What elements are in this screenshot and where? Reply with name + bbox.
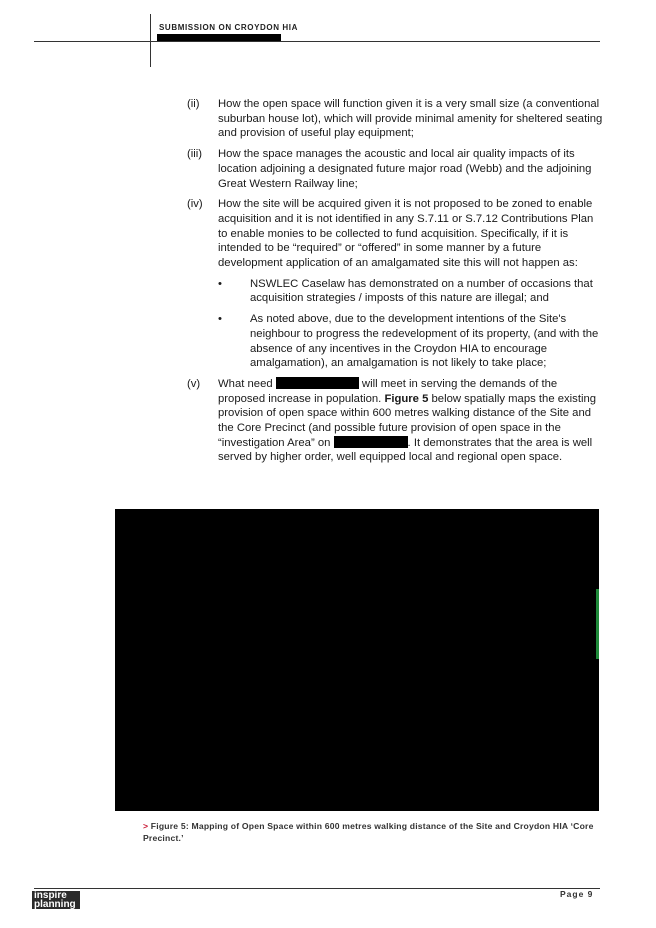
page-number: Page 9 <box>560 889 594 899</box>
list-item <box>187 377 605 465</box>
item-text: How the space manages the acoustic and local air quality impacts of its location adjoining a designated future major road (Webb) and the adjoining Great Western Railway line; <box>218 148 592 190</box>
list-item <box>187 97 605 141</box>
item-number: (ii) <box>187 98 200 110</box>
bullet-item <box>218 277 605 306</box>
item-text: How the site will be acquired given it is not proposed to be zoned to enable acquisition and it is not identified in any S.7.11 or S.7.12 Contributions Plan to enable monies to be collected to fund acquisition. Specifically, if it is intended to be “required” or “offered” in some manner by a future development application of an amalgamated site this will not happen as: <box>218 198 594 270</box>
item-text: How the open space will function given it is a very small size (a conventional suburban house lot), which will provide minimal amenity for sheltered seating and provision of useful play equipment; <box>218 98 603 140</box>
redaction-block <box>276 377 359 389</box>
inspire-planning-logo <box>32 891 80 909</box>
bullet-text: NSWLEC Caselaw has demonstrated on a number of occasions that acquisition strategies / imposts of this nature are illegal; and <box>250 277 593 305</box>
logo-line-1: inspire <box>34 891 67 901</box>
figure-5-map-redacted <box>115 509 599 811</box>
figure-caption <box>143 821 613 844</box>
logo-line-2: planning <box>34 899 76 909</box>
header-bar <box>157 34 281 41</box>
header-horizontal-rule <box>34 41 600 42</box>
figure-reference: Figure 5 <box>384 392 429 405</box>
item-number: (iii) <box>187 148 203 161</box>
bullet-item <box>218 312 605 371</box>
caption-text: Figure 5: Mapping of Open Space within 600 metres walking distance of the Site and Croydon HIA ‘Core Precinct.’ <box>143 821 594 843</box>
caption-arrow: > <box>143 821 149 831</box>
list-item <box>187 147 605 191</box>
bullet-symbol: • <box>218 313 222 326</box>
item-number: (v) <box>187 377 201 390</box>
header-title: SUBMISSION ON CROYDON HIA <box>159 23 299 32</box>
list-item <box>187 197 605 371</box>
bullet-symbol: • <box>218 277 222 290</box>
item-text-part: below spatially maps the existing provision of open space within 600 metres walking distance of the Site and the Core Precinct (and possible future provision of open space in the “investigation Area” on <box>218 392 597 449</box>
numbered-list <box>187 97 605 471</box>
item-text-part: . It demonstrates that the area is well served by higher order, well equipped local and regional open space. <box>218 436 593 464</box>
bullet-list <box>218 277 605 371</box>
bullet-text: As noted above, due to the development intentions of the Site's neighbour to progress the redevelopment of its property, (and with the absence of any incentives in the Croydon HIA to encourage amalgamation), an amalgamation is not likely to take place; <box>250 313 599 370</box>
item-text-part: will meet in serving the demands of the proposed increase in population. <box>218 377 558 405</box>
map-edge-strip <box>596 589 599 659</box>
item-number: (iv) <box>187 198 203 211</box>
footer-rule <box>34 888 600 889</box>
redaction-block <box>334 436 408 448</box>
item-text-part: What need <box>218 377 276 390</box>
